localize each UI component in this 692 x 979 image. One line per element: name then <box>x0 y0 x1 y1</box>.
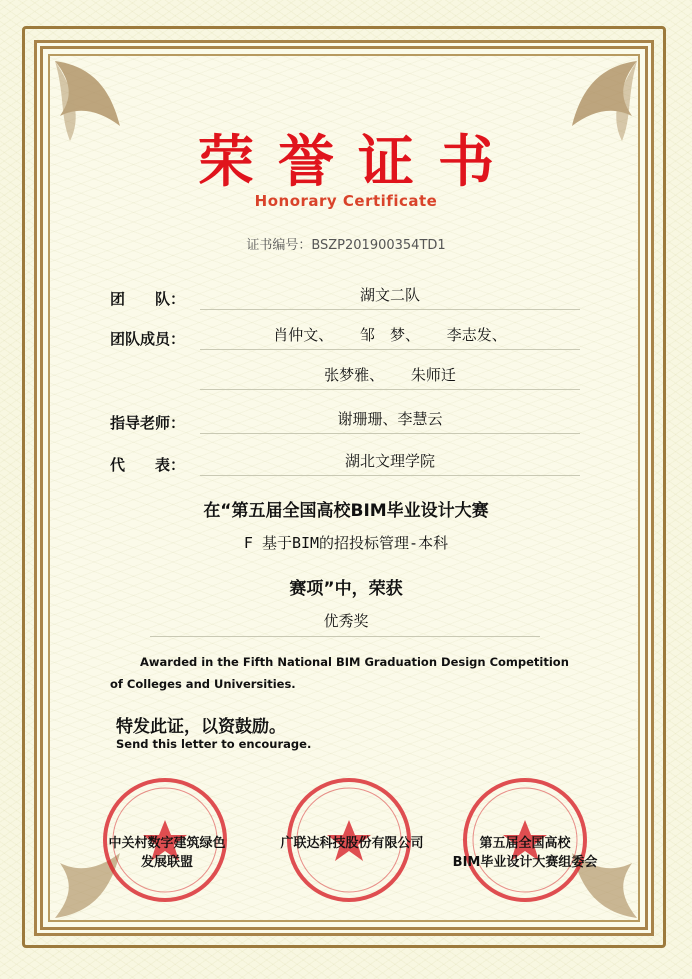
issuer-left <box>92 832 242 870</box>
issuer-right <box>440 832 610 870</box>
certificate-title: 荣誉证书 <box>198 129 518 195</box>
certificate-number-label: 证书编号： <box>246 238 312 253</box>
representative-row <box>110 450 580 474</box>
representative-value: 湖北文理学院 <box>200 450 580 476</box>
issuer-right-line1: 第五届全国高校 <box>479 836 571 851</box>
members-row <box>110 324 580 348</box>
issuer-middle: 广联达科技股份有限公司 <box>280 836 424 851</box>
english-statement-line1: Awarded in the Fifth National BIM Graduation Design Competition <box>140 655 569 669</box>
issuer-right-line2: BIM毕业设计大赛组委会 <box>452 855 598 870</box>
english-statement-line2: of Colleges and Universities. <box>110 677 296 691</box>
award-statement-line3: 赛项”中，荣获 <box>289 579 403 599</box>
team-value: 湖文二队 <box>200 284 580 310</box>
certificate-subtitle: Honorary Certificate <box>254 192 438 210</box>
certificate-number <box>0 234 692 253</box>
team-row <box>110 284 580 308</box>
closing-chinese: 特发此证，以资鼓励。 <box>116 717 286 737</box>
closing-english: Send this letter to encourage. <box>116 737 312 751</box>
award-statement-line1: 在“第五届全国高校BIM毕业设计大赛 <box>203 501 489 521</box>
team-label: 团 队： <box>110 290 186 308</box>
members-value-line2: 张梦雅、 朱师迁 <box>200 364 580 390</box>
award-category: F 基于BIM的招投标管理-本科 <box>243 534 449 552</box>
award-underline <box>150 636 540 637</box>
advisor-value: 谢珊珊、李慧云 <box>200 408 580 434</box>
representative-label: 代 表： <box>110 456 186 474</box>
issuer-left-line1: 中关村数字建筑绿色 <box>108 836 226 851</box>
certificate-number-value: BSZP201900354TD1 <box>311 238 446 253</box>
issuer-left-line2: 发展联盟 <box>140 855 193 870</box>
members-value-line1: 肖仲文、 邹 梦、 李志发、 <box>200 324 580 350</box>
advisor-label: 指导老师： <box>110 414 186 432</box>
members-label: 团队成员： <box>110 330 186 348</box>
members-row-2 <box>110 364 580 388</box>
award-name: 优秀奖 <box>323 612 369 630</box>
advisor-row <box>110 408 580 432</box>
